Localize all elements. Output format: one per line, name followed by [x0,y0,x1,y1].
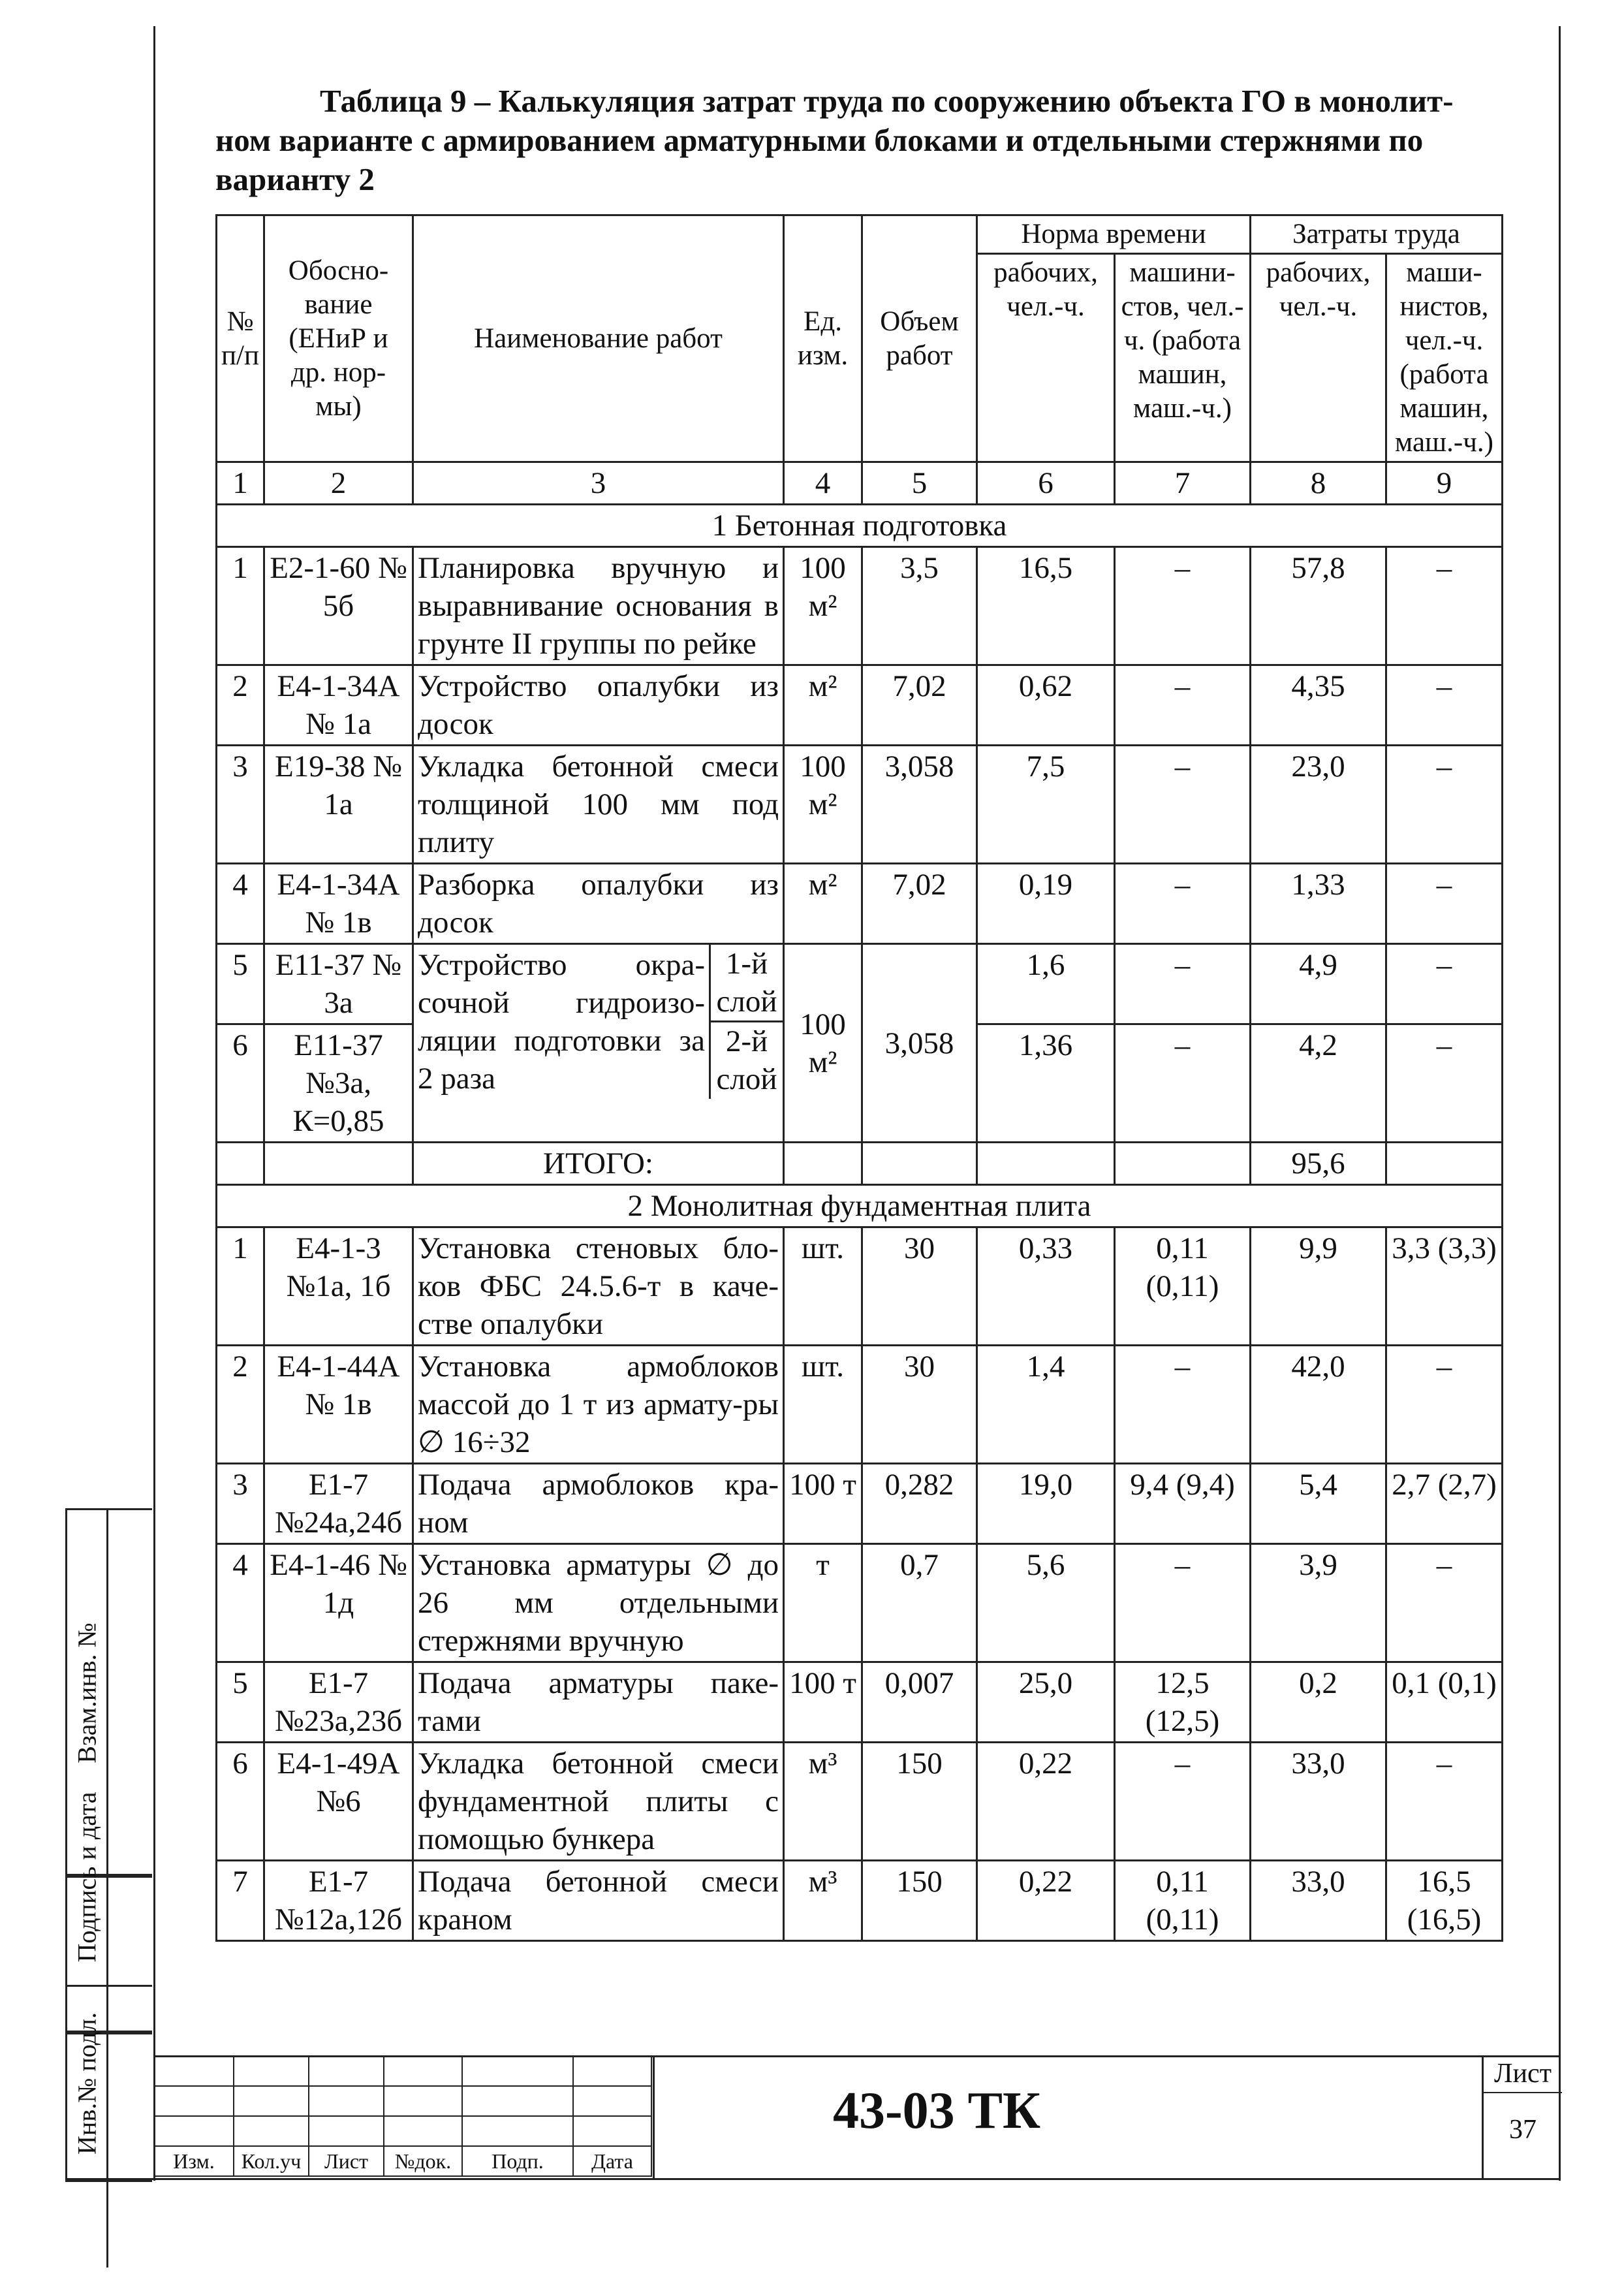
table-row [217,1662,1503,1743]
row-norm-machinists: 0,11 (0,11) [1115,1227,1251,1346]
row-name: Устройство окра-сочной гидроизо-ляции подготовки за 2 раза [418,948,705,1096]
grid-cell [309,2056,384,2086]
col-number: 5 [862,462,977,505]
row-cost-machinists: – [1386,665,1503,746]
table-row [217,1464,1503,1544]
row-norm-workers: 5,6 [977,1544,1115,1662]
header-name: Наименование работ [413,215,784,462]
row-norm-machinists: – [1115,1743,1251,1861]
row-norm-machinists: – [1115,665,1251,746]
stamp-label-izm: Изм. [154,2146,234,2176]
row-basis: Е4-1-3 №1а, 1б [264,1227,413,1346]
row-norm-workers: 0,19 [977,864,1115,944]
side-label-podpis: Подпись и дата [72,1792,102,1963]
row-num: 6 [217,1743,264,1861]
row-basis: Е2-1-60 № 5б [264,547,413,665]
row-num: 5 [217,1662,264,1743]
row-cost-workers: 33,0 [1251,1743,1386,1861]
sheet-number: 37 [1509,2115,1537,2145]
title-block [153,2055,1560,2179]
row-basis: Е1-7 №24а,24б [264,1464,413,1544]
row-unit: м³ [784,1743,862,1861]
document-code: 43-03 ТК [832,2082,1040,2140]
row-volume: 150 [862,1861,977,1941]
row-cost-machinists: – [1386,944,1503,1024]
header-volume: Объем работ [862,215,977,462]
row-cost-machinists: 0,1 (0,1) [1386,1662,1503,1743]
row-cost-workers: 4,9 [1251,944,1386,1024]
side-stamp-inv [65,1985,152,2182]
row-name: Укладка бетонной смеси толщиной 100 мм под плиту [413,746,784,864]
row-volume: 30 [862,1227,977,1346]
grid-cell [234,2086,309,2116]
col-number: 8 [1251,462,1386,505]
row-norm-machinists: 12,5 (12,5) [1115,1662,1251,1743]
side-label-vzam: Взам.инв. № [72,1622,102,1763]
sheet-box [1482,2055,1562,2179]
row-num: 4 [217,864,264,944]
grid-cell [309,2086,384,2116]
row-layer: 2-й слой [716,1024,777,1096]
row-norm-machinists: – [1115,944,1251,1024]
grid-cell [573,2086,651,2116]
row-name: Подача армоблоков кра-ном [413,1464,784,1544]
row-norm-workers: 1,36 [977,1024,1115,1143]
grid-cell [384,2086,462,2116]
row-cost-machinists: 3,3 (3,3) [1386,1227,1503,1346]
col-number: 1 [217,462,264,505]
table-row [217,1346,1503,1464]
row-basis: Е4-1-49А №6 [264,1743,413,1861]
row-num: 1 [217,1227,264,1346]
table-row [217,1544,1503,1662]
col-number: 6 [977,462,1115,505]
row-num: 3 [217,746,264,864]
row-unit: 100 т [784,1464,862,1544]
row-norm-workers: 1,4 [977,1346,1115,1464]
row-cost-workers: 23,0 [1251,746,1386,864]
row-volume: 3,058 [862,944,977,1143]
col-number: 7 [1115,462,1251,505]
row-norm-workers: 16,5 [977,547,1115,665]
row-basis: Е11-37 № 3а [264,944,413,1024]
grid-cell [234,2116,309,2146]
row-cost-machinists: 16,5 (16,5) [1386,1861,1503,1941]
row-cost-workers: 57,8 [1251,547,1386,665]
header-cost-machinists: маши-нистов, чел.-ч. (работа машин, маш.-ч.) [1386,254,1503,462]
total-empty-cell [1386,1143,1503,1185]
row-basis: Е4-1-46 № 1д [264,1544,413,1662]
grid-cell [154,2056,234,2086]
row-norm-workers: 0,22 [977,1861,1115,1941]
row-volume: 150 [862,1743,977,1861]
row-volume: 0,282 [862,1464,977,1544]
table-row [217,944,1503,1024]
sheet-label: Лист [1484,2058,1562,2093]
row-cost-workers: 42,0 [1251,1346,1386,1464]
row-volume: 7,02 [862,665,977,746]
row-layer: 1-й слой [711,945,783,1022]
row-norm-workers: 7,5 [977,746,1115,864]
grid-cell [462,2056,573,2086]
total-label: ИТОГО: [413,1143,784,1185]
header-norm-machinists: машини-стов, чел.-ч. (работа машин, маш.-ч.) [1115,254,1251,462]
row-norm-machinists: – [1115,864,1251,944]
row-norm-workers: 0,62 [977,665,1115,746]
row-norm-workers: 19,0 [977,1464,1115,1544]
row-norm-machinists: – [1115,1346,1251,1464]
row-norm-machinists: 0,11 (0,11) [1115,1861,1251,1941]
stamp-label-list: Лист [309,2146,384,2176]
frame-right-line [1559,26,1561,2181]
row-unit: 100 м² [784,547,862,665]
row-norm-workers: 25,0 [977,1662,1115,1743]
caption-line-1: Таблица 9 – Калькуляция затрат труда по сооружению объекта ГО в монолит- [320,83,1454,119]
row-cost-workers: 0,2 [1251,1662,1386,1743]
frame-left-line [153,26,155,2181]
col-number: 4 [784,462,862,505]
row-name: Разборка опалубки из досок [413,864,784,944]
row-name-merged [413,944,784,1143]
table-row [217,665,1503,746]
header-cost-workers: рабочих, чел.-ч. [1251,254,1386,462]
row-unit: м³ [784,1861,862,1941]
row-name: Укладка бетонной смеси фундаментной плиты с помощью бункера [413,1743,784,1861]
row-num: 5 [217,944,264,1024]
table-caption [215,82,1501,199]
total-row [217,1143,1503,1185]
row-norm-machinists: – [1115,1024,1251,1143]
row-volume: 3,058 [862,746,977,864]
row-num: 2 [217,665,264,746]
labor-cost-table [215,214,1503,1942]
row-name: Подача бетонной смеси краном [413,1861,784,1941]
col-number: 9 [1386,462,1503,505]
total-empty-cell [217,1143,264,1185]
grid-cell [154,2116,234,2146]
row-cost-workers: 9,9 [1251,1227,1386,1346]
row-num: 6 [217,1024,264,1143]
row-basis: Е19-38 № 1а [264,746,413,864]
section-title-2: 2 Монолитная фундаментная плита [217,1185,1503,1227]
row-unit: шт. [784,1346,862,1464]
section-title-1: 1 Бетонная подготовка [217,505,1503,547]
title-block-grid [153,2055,652,2177]
row-num: 2 [217,1346,264,1464]
header-unit: Ед. изм. [784,215,862,462]
total-empty-cell [1115,1143,1251,1185]
total-value: 95,6 [1251,1143,1386,1185]
row-norm-workers: 1,6 [977,944,1115,1024]
stamp-label-podp: Подп. [462,2146,573,2176]
row-unit: шт. [784,1227,862,1346]
row-cost-machinists: – [1386,1544,1503,1662]
row-name: Планировка вручную и выравнивание основания в грунте II группы по рейке [413,547,784,665]
header-basis: Обосно-вание (ЕНиР и др. нор-мы) [264,215,413,462]
total-empty-cell [862,1143,977,1185]
caption-line-3: варианту 2 [215,161,375,197]
row-volume: 0,007 [862,1662,977,1743]
row-volume: 30 [862,1346,977,1464]
table-row [217,1227,1503,1346]
grid-cell [384,2056,462,2086]
row-norm-workers: 0,33 [977,1227,1115,1346]
row-unit: т [784,1544,862,1662]
row-basis: Е1-7 №12а,12б [264,1861,413,1941]
stamp-label-data: Дата [573,2146,651,2176]
stamp-label-ndok: №док. [384,2146,462,2176]
row-norm-machinists: 9,4 (9,4) [1115,1464,1251,1544]
row-cost-machinists: – [1386,1024,1503,1143]
row-name: Установка арматуры ∅ до 26 мм отдельными стержнями вручную [413,1544,784,1662]
col-number: 2 [264,462,413,505]
grid-cell [234,2056,309,2086]
header-num: № п/п [217,215,264,462]
row-cost-workers: 33,0 [1251,1861,1386,1941]
row-unit: 100 м² [784,746,862,864]
caption-line-2: ном варианте с армированием арматурными блоками и отдельными стержнями по [215,122,1424,158]
row-num: 4 [217,1544,264,1662]
total-empty-cell [784,1143,862,1185]
row-unit: м² [784,665,862,746]
row-unit: 100 м² [784,944,862,1143]
row-cost-workers: 1,33 [1251,864,1386,944]
grid-cell [309,2116,384,2146]
row-name: Устройство опалубки из досок [413,665,784,746]
title-block-divider [653,2055,655,2179]
header-cost-group: Затраты труда [1251,215,1503,254]
row-cost-machinists: – [1386,864,1503,944]
col-number: 3 [413,462,784,505]
row-cost-machinists: – [1386,1743,1503,1861]
row-norm-machinists: – [1115,1544,1251,1662]
table-row [217,864,1503,944]
row-name: Установка армоблоков массой до 1 т из армату-ры ∅ 16÷32 [413,1346,784,1464]
row-norm-workers: 0,22 [977,1743,1115,1861]
row-num: 7 [217,1861,264,1941]
row-basis: Е4-1-34А № 1в [264,864,413,944]
row-name: Подача арматуры паке-тами [413,1662,784,1743]
side-label-inv: Инв.№ подл. [72,2012,102,2155]
row-cost-workers: 4,35 [1251,665,1386,746]
row-cost-machinists: – [1386,746,1503,864]
row-norm-machinists: – [1115,547,1251,665]
grid-cell [462,2086,573,2116]
row-num: 3 [217,1464,264,1544]
table-row [217,1861,1503,1941]
row-volume: 7,02 [862,864,977,944]
grid-cell [384,2116,462,2146]
row-basis: Е1-7 №23а,23б [264,1662,413,1743]
row-cost-machinists: – [1386,547,1503,665]
grid-cell [573,2116,651,2146]
row-cost-workers: 3,9 [1251,1544,1386,1662]
row-cost-workers: 5,4 [1251,1464,1386,1544]
row-cost-machinists: – [1386,1346,1503,1464]
stamp-label-kol: Кол.уч [234,2146,309,2176]
row-cost-workers: 4,2 [1251,1024,1386,1143]
total-empty-cell [264,1143,413,1185]
table-row [217,1743,1503,1861]
row-volume: 3,5 [862,547,977,665]
grid-cell [154,2086,234,2116]
row-norm-machinists: – [1115,746,1251,864]
total-empty-cell [977,1143,1115,1185]
table-row [217,547,1503,665]
row-unit: м² [784,864,862,944]
row-volume: 0,7 [862,1544,977,1662]
row-basis: Е11-37 №3а, К=0,85 [264,1024,413,1143]
header-norm-group: Норма времени [977,215,1251,254]
row-basis: Е4-1-44А № 1в [264,1346,413,1464]
row-name: Установка стеновых бло-ков ФБС 24.5.6-т в каче-стве опалубки [413,1227,784,1346]
row-num: 1 [217,547,264,665]
row-cost-machinists: 2,7 (2,7) [1386,1464,1503,1544]
header-norm-workers: рабочих, чел.-ч. [977,254,1115,462]
grid-cell [462,2116,573,2146]
table-row [217,746,1503,864]
row-unit: 100 т [784,1662,862,1743]
grid-cell [573,2056,651,2086]
row-basis: Е4-1-34А № 1а [264,665,413,746]
